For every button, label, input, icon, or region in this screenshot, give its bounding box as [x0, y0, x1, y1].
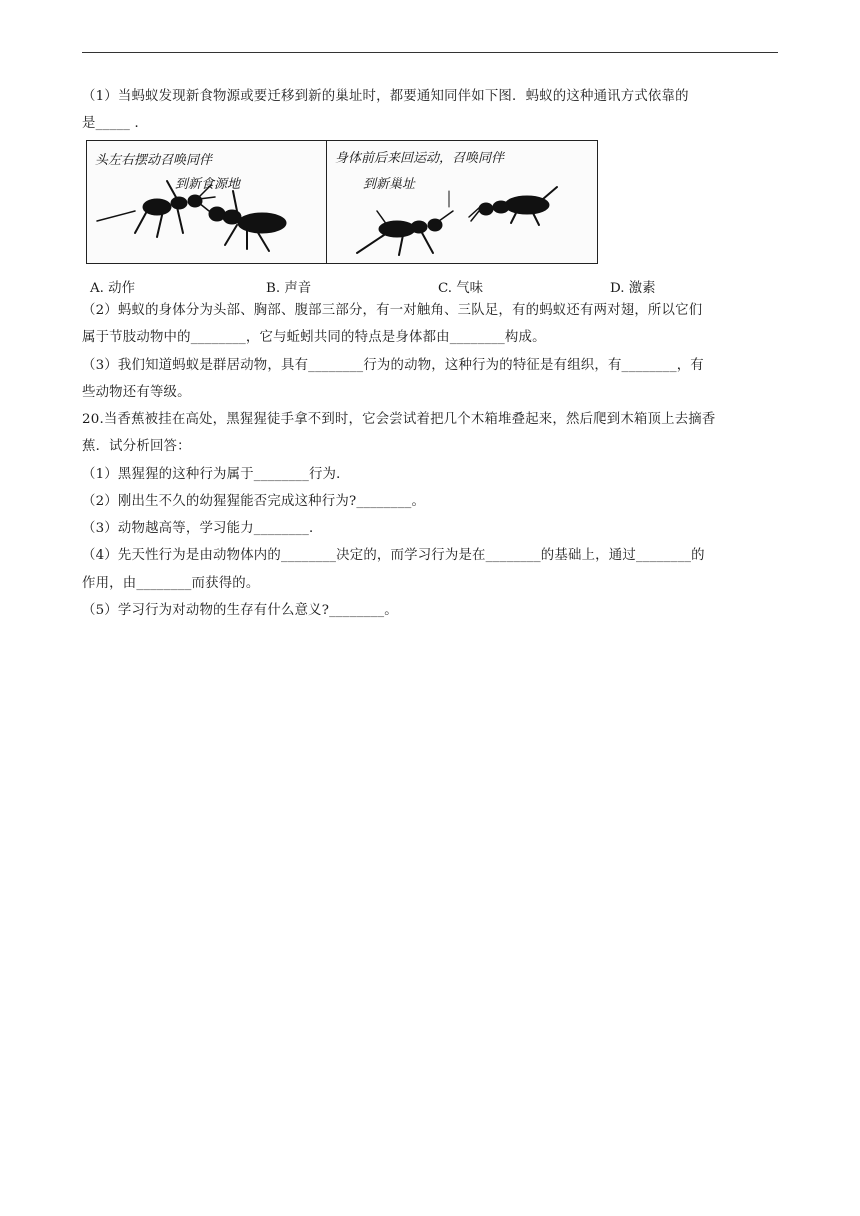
q20-stem-line1: 20.当香蕉被挂在高处，黑猩猩徒手拿不到时，它会尝试着把几个木箱堆叠起来，然后爬到木箱顶上去摘香 [82, 412, 716, 427]
option-d[interactable]: D. 激素 [610, 281, 656, 296]
right-caption-2: 到新巢址 [363, 177, 416, 192]
figure-divider [326, 141, 327, 263]
q19-sub3-line2: 些动物还有等级。 [82, 385, 191, 400]
q19-sub3-line1: （3）我们知道蚂蚁是群居动物，具有________行为的动物，这种行为的特征是有组织，有________，有 [82, 358, 704, 373]
option-a[interactable]: A. 动作 [90, 281, 135, 296]
q19-sub1-line2: 是_____ ． [82, 116, 149, 131]
q20-sub3: （3）动物越高等，学习能力________． [82, 521, 323, 536]
q20-sub4-line2: 作用，由________而获得的。 [82, 576, 260, 591]
q20-sub4-line1: （4）先天性行为是由动物体内的________决定的，而学习行为是在________的基础上，通过________的 [82, 548, 705, 563]
right-caption-1: 身体前后来回运动，召唤同伴 [335, 151, 505, 166]
q19-sub2-line1: （2）蚂蚁的身体分为头部、胸部、腹部三部分，有一对触角、三队足，有的蚂蚁还有两对翅，所以它们 [82, 303, 703, 318]
left-caption-1: 头左右摆动召唤同伴 [95, 153, 213, 168]
left-caption-2: 到新食源地 [175, 177, 241, 192]
option-b[interactable]: B. 声音 [266, 281, 312, 296]
q20-sub5: （5）学习行为对动物的生存有什么意义?________。 [82, 603, 398, 618]
ant-communication-figure [86, 140, 598, 264]
q20-stem-line2: 蕉．试分析回答： [82, 439, 191, 454]
q20-sub1: （1）黑猩猩的这种行为属于________行为． [82, 467, 350, 482]
q19-sub2-line2: 属于节肢动物中的________，它与蚯蚓共同的特点是身体都由________构成。 [82, 330, 546, 345]
q20-sub2: （2）刚出生不久的幼猩猩能否完成这种行为?________。 [82, 494, 426, 509]
header-rule [82, 52, 778, 53]
q19-sub1-line1: （1）当蚂蚁发现新食物源或要迁移到新的巢址时，都要通知同伴如下图．蚂蚁的这种通讯方式依靠的 [82, 89, 689, 104]
option-c[interactable]: C. 气味 [438, 281, 484, 296]
